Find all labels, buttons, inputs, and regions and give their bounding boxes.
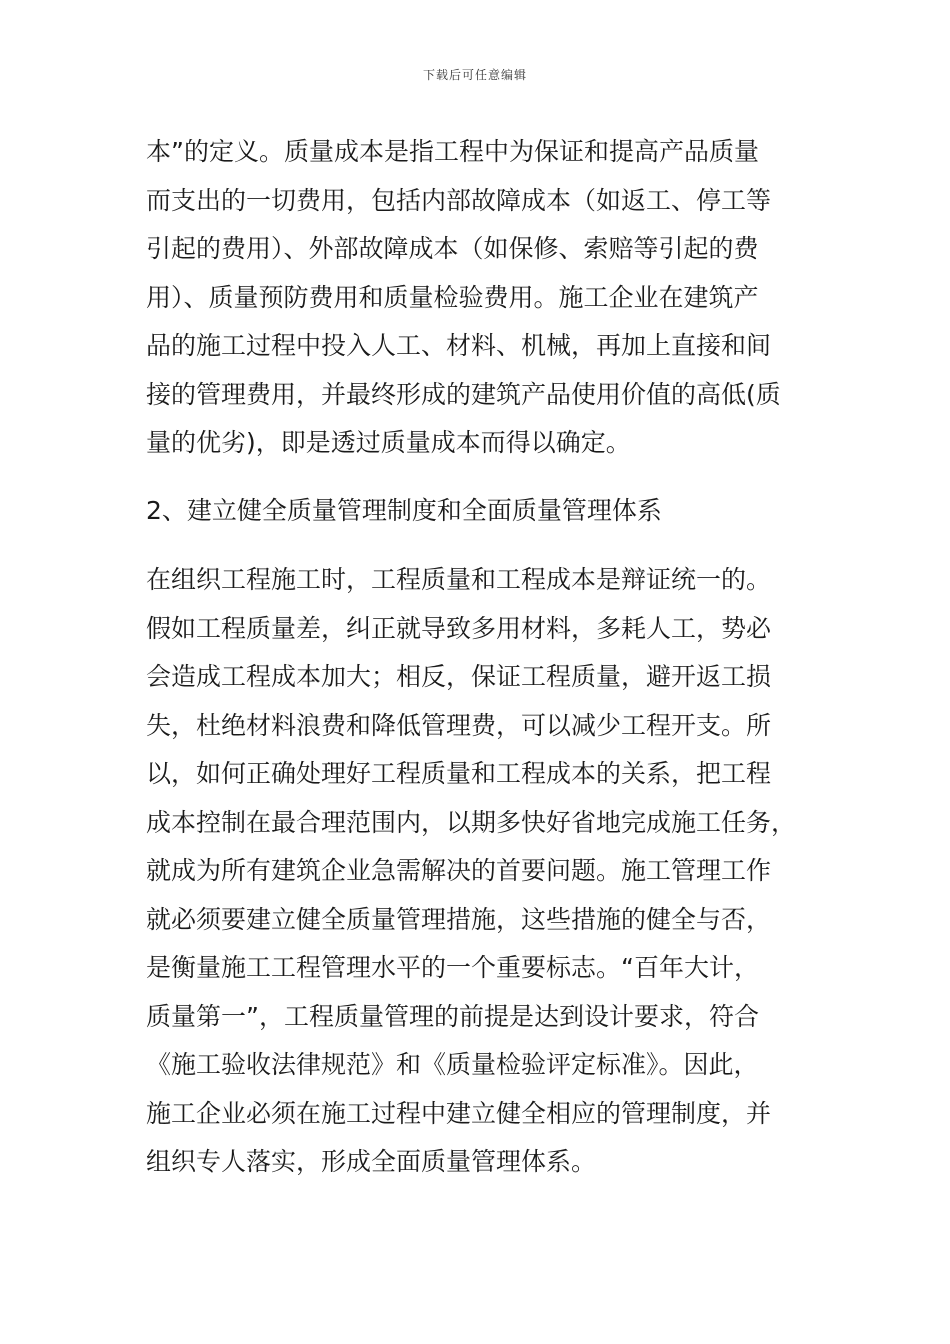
- text-line: 会造成工程成本加大；相反，保证工程质量，避开返工损: [146, 662, 772, 691]
- text-line: 接的管理费用，并最终形成的建筑产品使用价值的高低(质: [146, 379, 781, 409]
- text-line: 失，杜绝材料浪费和降低管理费，可以减少工程开支。所: [146, 710, 772, 740]
- heading-text: 2、建立健全质量管理制度和全面质量管理体系: [146, 495, 662, 525]
- text-line: 施工企业必须在施工过程中建立健全相应的管理制度，并: [146, 1098, 772, 1128]
- text-line: 就成为所有建筑企业急需解决的首要问题。施工管理工作: [146, 856, 772, 885]
- paragraph-quality-management: [146, 556, 806, 1187]
- text-line: 以，如何正确处理好工程质量和工程成本的关系，把工程: [146, 759, 772, 788]
- text-line: 本”的定义。质量成本是指工程中为保证和提高产品质量: [146, 137, 759, 166]
- text-line: 就必须要建立健全质量管理措施，这些措施的健全与否，: [146, 904, 772, 934]
- document-body: [146, 128, 806, 1187]
- text-line: 组织专人落实，形成全面质量管理体系。: [146, 1147, 597, 1176]
- text-line: 而支出的一切费用，包括内部故障成本（如返工、停工等: [146, 185, 772, 215]
- text-line: 量的优劣)，即是透过质量成本而得以确定。: [146, 428, 631, 457]
- section-heading: [146, 487, 806, 536]
- page-header: 下载后可任意编辑: [422, 68, 527, 82]
- text-line: 品的施工过程中投入人工、材料、机械，再加上直接和间: [146, 331, 772, 360]
- paragraph-quality-cost: [146, 128, 806, 468]
- text-line: 在组织工程施工时，工程质量和工程成本是辩证统一的。: [146, 565, 772, 594]
- text-line: 成本控制在最合理范围内，以期多快好省地完成施工任务，: [146, 807, 797, 837]
- text-line: 用）、质量预防费用和质量检验费用。施工企业在建筑产: [146, 282, 759, 312]
- text-line: 是衡量施工工程管理水平的一个重要标志。“百年大计，: [146, 953, 759, 982]
- text-line: 《施工验收法律规范》和《质量检验评定标准》。因此，: [146, 1050, 759, 1079]
- text-line: 质量第一”，工程质量管理的前提是达到设计要求，符合: [146, 1001, 759, 1031]
- text-line: 假如工程质量差，纠正就导致多用材料，多耗人工，势必: [146, 613, 772, 643]
- text-line: 引起的费用）、外部故障成本（如保修、索赔等引起的费: [146, 234, 759, 263]
